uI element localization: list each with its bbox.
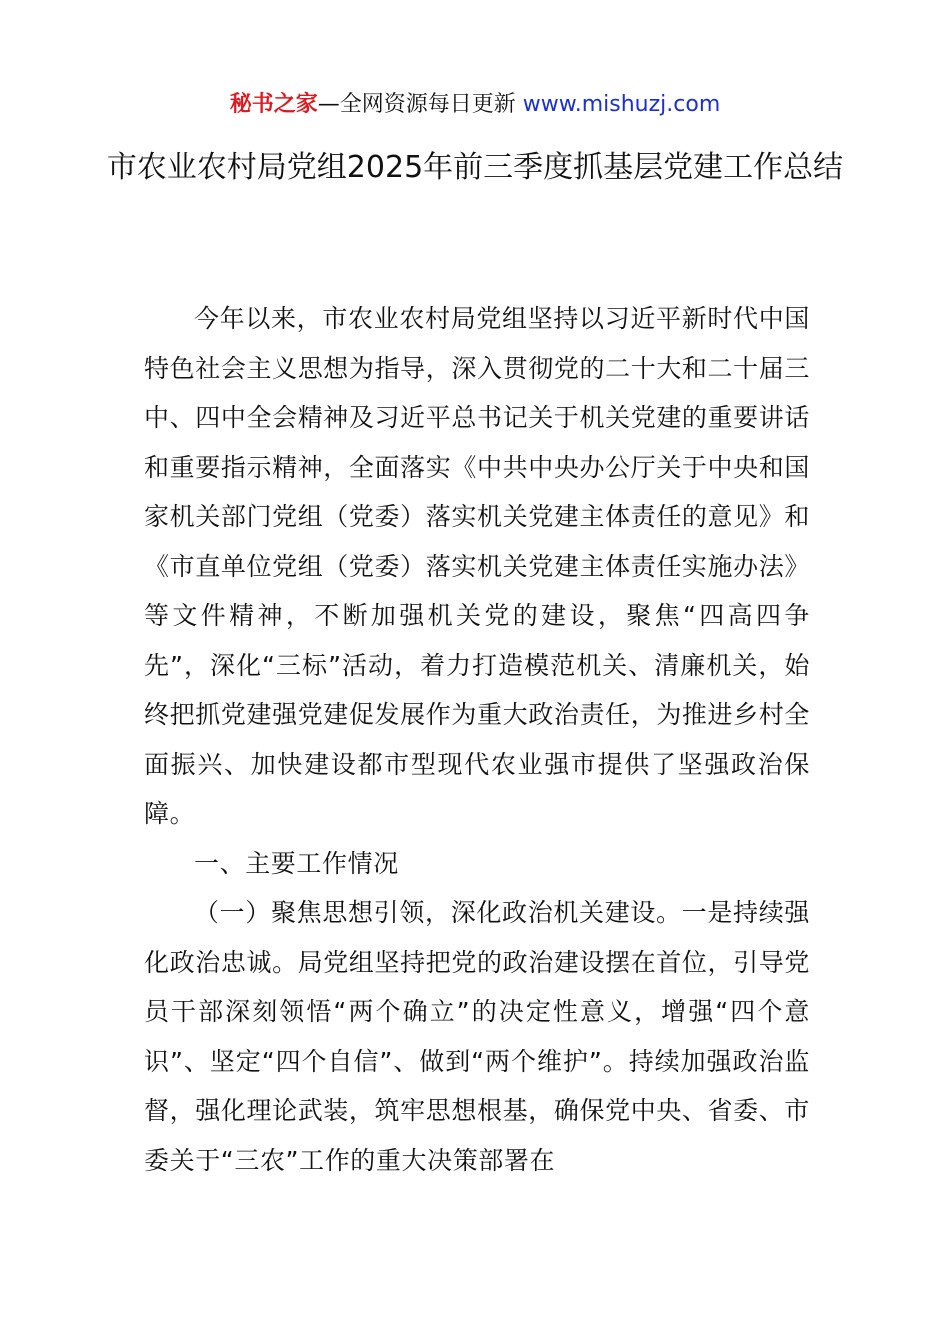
section-heading: 一、主要工作情况 [194, 848, 399, 878]
subsection-paragraph: （一）聚焦思想引领，深化政治机关建设。一是持续强化政治忠诚。局党组坚持把党的政治建设摆在首位，引导党员干部深刻领悟“两个确立”的决定性意义，增强“四个意识”、坚定“四个自信”、做到“两个维护”。持续加强政治监督，强化理论武装，筑牢思想根基，确保党中央、省委、市委关于“三农”工作的重大决策部署在 [144, 898, 810, 1175]
site-url-link[interactable]: www.mishuzj.com [522, 92, 721, 117]
intro-paragraph: 今年以来，市农业农村局党组坚持以习近平新时代中国特色社会主义思想为指导，深入贯彻党的二十大和二十届三中、四中全会精神及习近平总书记关于机关党建的重要讲话和重要指示精神，全面落实《中共中央办公厅关于中央和国家机关部门党组（党委）落实机关党建主体责任的意见》和《市直单位党组（党委）落实机关党建主体责任实施办法》等文件精神，不断加强机关党的建设，聚焦“四高四争先”，深化“三标”活动，着力打造模范机关、清廉机关，始终把抓党建强党建促发展作为重大政治责任，为推进乡村全面振兴、加快建设都市型现代农业强市提供了坚强政治保障。 [144, 304, 810, 828]
brand-name: 秘书之家 [229, 92, 318, 117]
document-title: 市农业农村局党组2025年前三季度抓基层党建工作总结 [106, 150, 844, 185]
site-header [0, 88, 950, 122]
document-body [144, 294, 810, 1185]
header-tagline: —全网资源每日更新 [317, 92, 516, 117]
